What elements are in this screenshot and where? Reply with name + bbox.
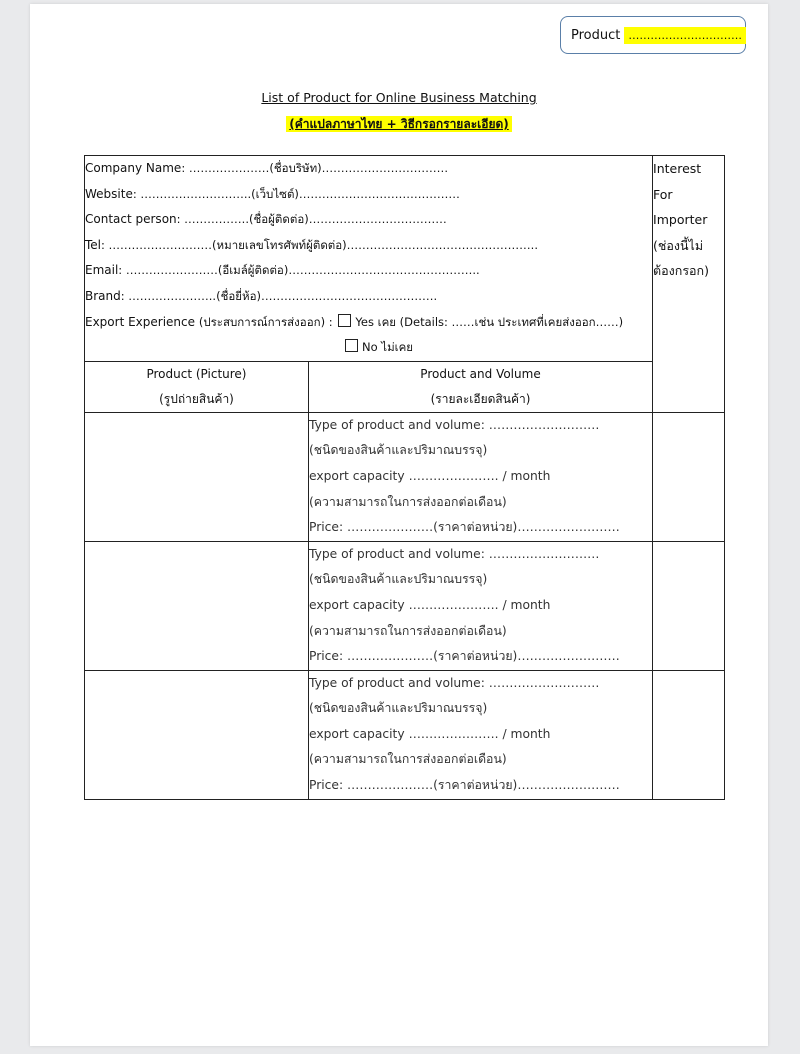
side-note-line: Interest (653, 161, 702, 176)
document-subtitle-text: (คำแปลภาษาไทย + วิธีกรอกรายละเอียด) (286, 116, 512, 132)
picture-column-hint: (รูปถ่ายสินค้า) (159, 391, 234, 406)
volume-column-header (309, 361, 653, 412)
tel-field: : ………………………(หมายเลขโทรศัพท์ผู้ติดต่อ)………………………………………….. (101, 237, 538, 252)
contact-person-label: Contact person (85, 212, 177, 227)
company-info-cell (85, 156, 653, 362)
product-detail-cell[interactable] (309, 541, 653, 670)
export-no-checkbox[interactable] (345, 339, 358, 352)
product-picture-cell[interactable] (85, 541, 309, 670)
product-detail-cell[interactable] (309, 670, 653, 799)
tel-label: Tel (85, 237, 102, 252)
product-type-line: Type of product and volume: ……………………… (309, 546, 600, 561)
volume-column-title: Product and Volume (420, 366, 541, 381)
export-experience-line (85, 310, 652, 336)
importer-interest-row-cell (653, 412, 725, 541)
export-capacity-hint: (ความสามารถในการส่งออกต่อเดือน) (309, 623, 507, 638)
company-name-label: Company Name (85, 161, 182, 175)
importer-interest-row-cell (653, 670, 725, 799)
email-label: Email (85, 263, 119, 278)
document-page (30, 4, 768, 1046)
product-code-box (560, 16, 746, 54)
export-experience-hint: (ประสบการณ์การส่งออก) : (198, 314, 333, 329)
document-subtitle (30, 115, 768, 134)
brand-label: Brand (85, 288, 121, 303)
export-capacity-hint: (ความสามารถในการส่งออกต่อเดือน) (309, 494, 507, 509)
export-capacity-line: export capacity …………………. / month (309, 468, 551, 483)
product-row (85, 412, 725, 541)
website-line (85, 182, 652, 208)
export-experience-label: Export Experience (85, 314, 196, 329)
picture-column-header (85, 361, 309, 412)
side-note-line: For (653, 186, 673, 202)
side-note-line: ต้องกรอก) (653, 263, 709, 279)
product-code-label: Product (571, 27, 621, 43)
picture-column-title: Product (Picture) (146, 366, 247, 381)
export-no-label: No ไม่เคย (362, 340, 414, 355)
contact-person-line (85, 207, 652, 233)
importer-interest-cell (653, 156, 725, 413)
product-detail-cell[interactable] (309, 412, 653, 541)
side-note-line: Importer (653, 212, 708, 228)
website-label: Website (85, 186, 133, 201)
email-line (85, 258, 652, 284)
contact-person-field: : ……………..(ชื่อผู้ติดต่อ)……………………………… (176, 212, 447, 227)
tel-line (85, 233, 652, 259)
product-form-table (84, 155, 725, 800)
export-capacity-line: export capacity …………………. / month (309, 597, 551, 612)
company-name-field: : …………………(ชื่อบริษัท)…………………………… (181, 161, 449, 175)
product-row (85, 670, 725, 799)
export-capacity-line: export capacity …………………. / month (309, 726, 551, 741)
price-line: Price: …………………(ราคาต่อหน่วย)……………………. (309, 649, 620, 664)
product-type-line: Type of product and volume: ……………………… (309, 417, 600, 432)
volume-column-hint: (รายละเอียดสินค้า) (430, 391, 531, 406)
export-no-line (85, 335, 652, 361)
product-type-hint: (ชนิดของสินค้าและปริมาณบรรจุ) (309, 701, 488, 716)
product-type-line: Type of product and volume: ……………………… (309, 675, 600, 690)
brand-line (85, 284, 652, 310)
product-picture-cell[interactable] (85, 412, 309, 541)
website-field: : ………………………..(เว็บไซต์)…………………………………… (132, 186, 460, 201)
export-yes-label: Yes เคย (Details: ……เช่น ประเทศที่เคยส่งออก……) (355, 314, 624, 329)
export-yes-checkbox[interactable] (338, 314, 351, 327)
email-field: : ……………………(อีเมล์ผู้ติดต่อ)………………………………………….. (118, 263, 480, 278)
product-row (85, 541, 725, 670)
price-line: Price: …………………(ราคาต่อหน่วย)……………………. (309, 778, 620, 793)
side-note-line: (ช่องนี้ไม่ (653, 237, 704, 253)
product-type-hint: (ชนิดของสินค้าและปริมาณบรรจุ) (309, 443, 488, 458)
product-type-hint: (ชนิดของสินค้าและปริมาณบรรจุ) (309, 572, 488, 587)
importer-interest-row-cell (653, 541, 725, 670)
brand-field: : …………………..(ชื่อยี่ห้อ)………………………………………. (120, 288, 438, 303)
export-capacity-hint: (ความสามารถในการส่งออกต่อเดือน) (309, 752, 507, 767)
company-name-line (85, 156, 652, 182)
product-code-value: …………………………. (624, 27, 746, 44)
product-picture-cell[interactable] (85, 670, 309, 799)
document-title: List of Product for Online Business Matching (261, 90, 537, 105)
price-line: Price: …………………(ราคาต่อหน่วย)……………………. (309, 520, 620, 535)
